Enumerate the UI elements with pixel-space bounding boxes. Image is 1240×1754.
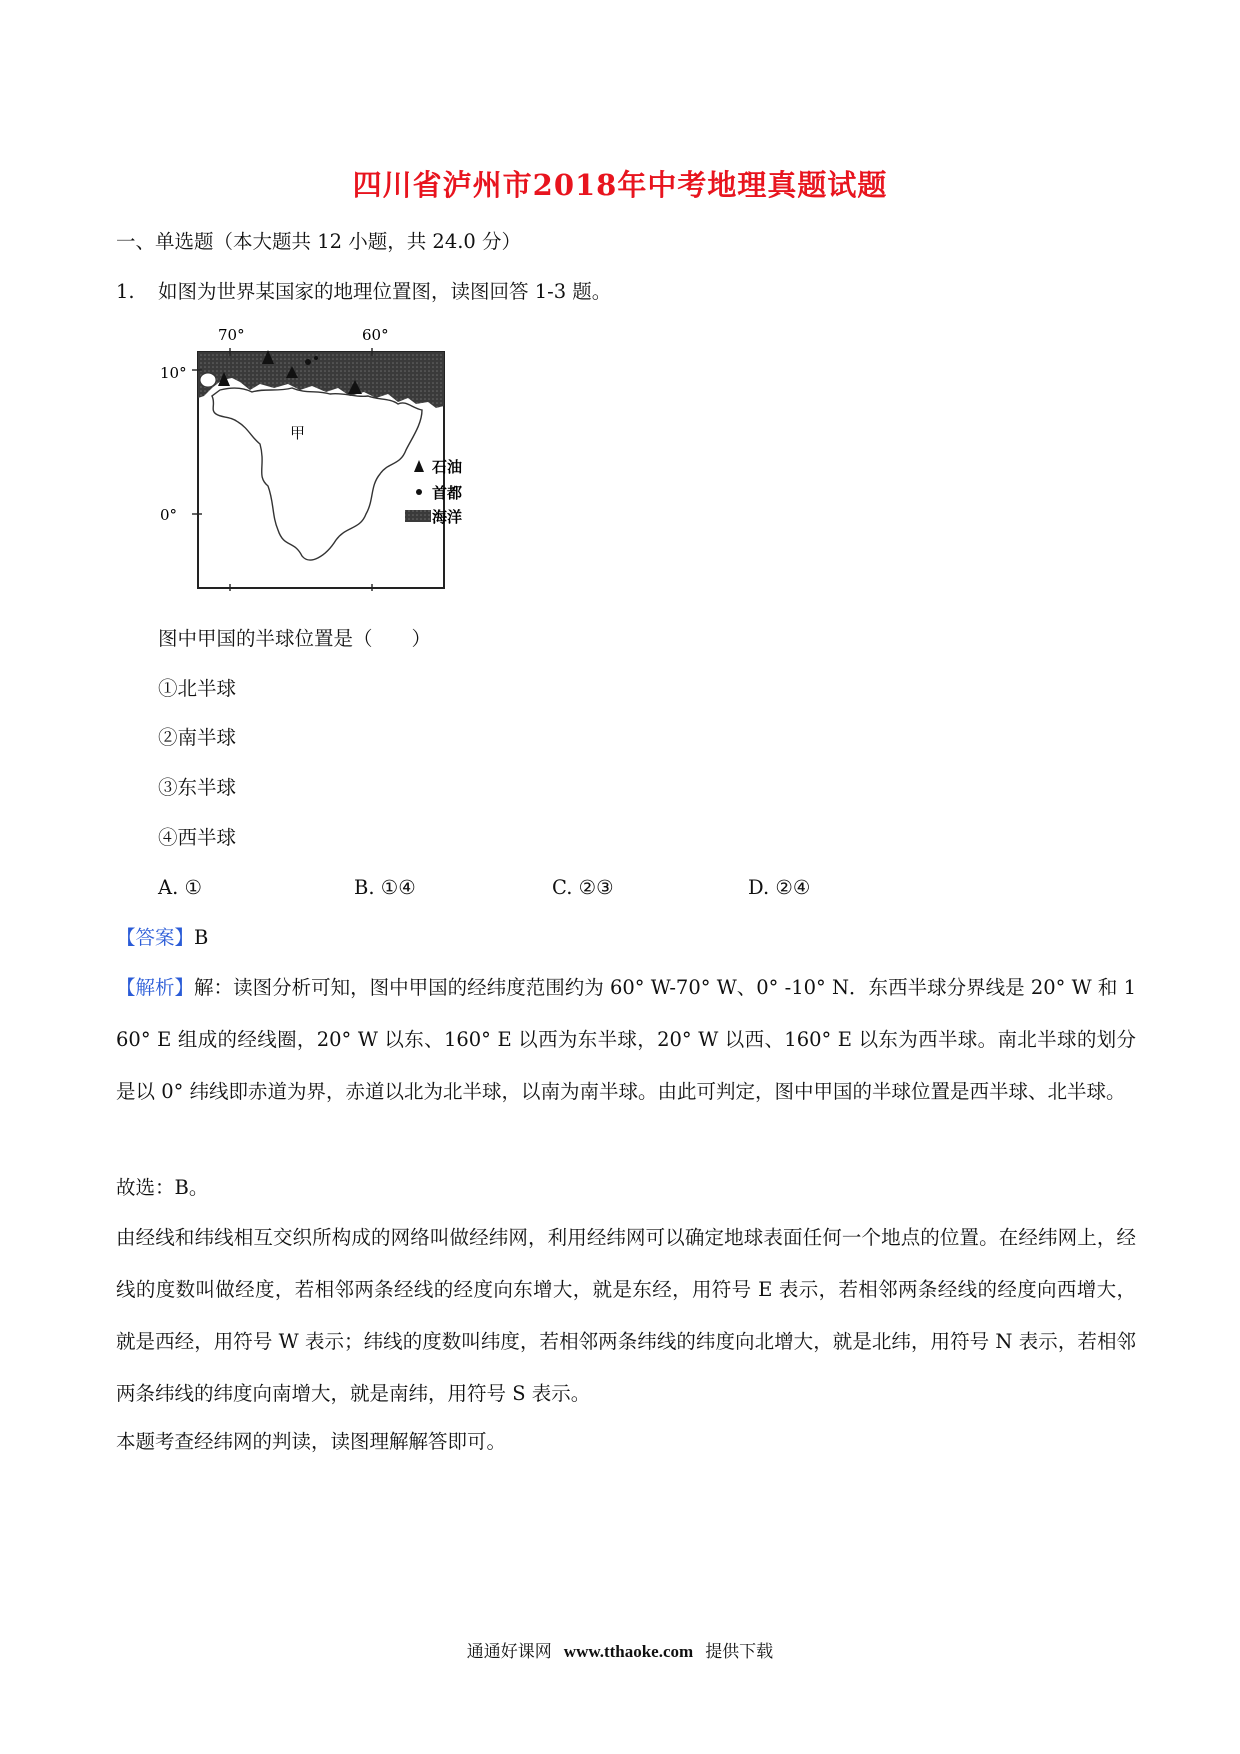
option-d[interactable]: D. ②④ (748, 876, 811, 899)
footer-site-name: 通通好课网 (466, 1642, 552, 1662)
footer-url[interactable]: www.tthaoke.com (563, 1642, 694, 1661)
capital-marker (305, 359, 311, 365)
choice-item-2: ②南半球 (158, 726, 237, 749)
question-stem: 如图为世界某国家的地理位置图，读图回答 1-3 题。 (158, 280, 612, 303)
footer (0, 1637, 1240, 1662)
answer-value: B (194, 926, 209, 949)
question-prompt: 图中甲国的半球位置是（ ） (158, 627, 432, 650)
legend-capital-icon (416, 489, 422, 495)
analysis-paragraph (116, 962, 1136, 1118)
lon-label-70: 70° (218, 326, 245, 344)
choice-item-3: ③东半球 (158, 776, 237, 799)
lake (200, 373, 216, 387)
lon-label-60: 60° (362, 326, 389, 344)
analysis-conclusion: 故选：B。 (116, 1176, 209, 1199)
legend-capital: 首都 (432, 484, 463, 502)
explain-paragraph: 由经线和纬线相互交织所构成的网络叫做经纬网，利用经纬网可以确定地球表面任何一个地点的位置。在经纬网上，经线的度数叫做经度，若相邻两条经线的经度向东增大，就是东经，用符号 E 表示，若相邻两条经线的经度向西增大，就是西经，用符号 W 表示；纬线的度数叫纬度，若相邻两条纬线的纬度向北增大，就是北纬，用符号 N 表示，若相邻两条纬线的纬度向南增大，就是南纬，用符号 S 表示。 (116, 1226, 1136, 1405)
answer-line (116, 924, 208, 952)
lat-label-10: 10° (160, 364, 187, 382)
option-c[interactable]: C. ②③ (552, 876, 614, 899)
choice-item-4: ④西半球 (158, 826, 237, 849)
legend-sea-icon (405, 510, 431, 522)
footer-download: 提供下载 (705, 1642, 774, 1662)
analysis-text: 解：读图分析可知，图中甲国的经纬度范围约为 60° W-70° W、0° -10° N．东西半球分界线是 20° W 和 160° E 组成的经线圈，20° W 以东、160° E 以西为东半球，20° W 以西、160° E 以东为西半球。南北半球的划分是以 0° 纬线即赤道为界，赤道以北为北半球，以南为南半球。由此可判定，图中甲国的半球位置是西半球、北半球。 (116, 976, 1136, 1103)
lat-label-0: 0° (160, 506, 178, 524)
option-a[interactable]: A. ① (158, 876, 202, 899)
geography-map (160, 326, 540, 591)
legend-sea: 海洋 (432, 508, 463, 526)
answer-tag: 【答案】 (116, 926, 195, 949)
section-heading: 一、单选题（本大题共 12 小题，共 24.0 分） (116, 230, 522, 253)
choice-item-1: ①北半球 (158, 677, 237, 700)
island-dot (314, 356, 318, 360)
option-b[interactable]: B. ①④ (354, 876, 416, 899)
analysis-tag: 【解析】 (116, 976, 195, 999)
legend-oil: 石油 (432, 458, 463, 476)
label-jia: 甲 (290, 424, 306, 442)
summary-text: 本题考查经纬网的判读，读图理解解答即可。 (116, 1430, 507, 1453)
question-number: 1. (116, 280, 135, 303)
page-title: 四川省泸州市2018年中考地理真题试题 (352, 168, 888, 202)
label-yi: 乙 (290, 330, 308, 351)
